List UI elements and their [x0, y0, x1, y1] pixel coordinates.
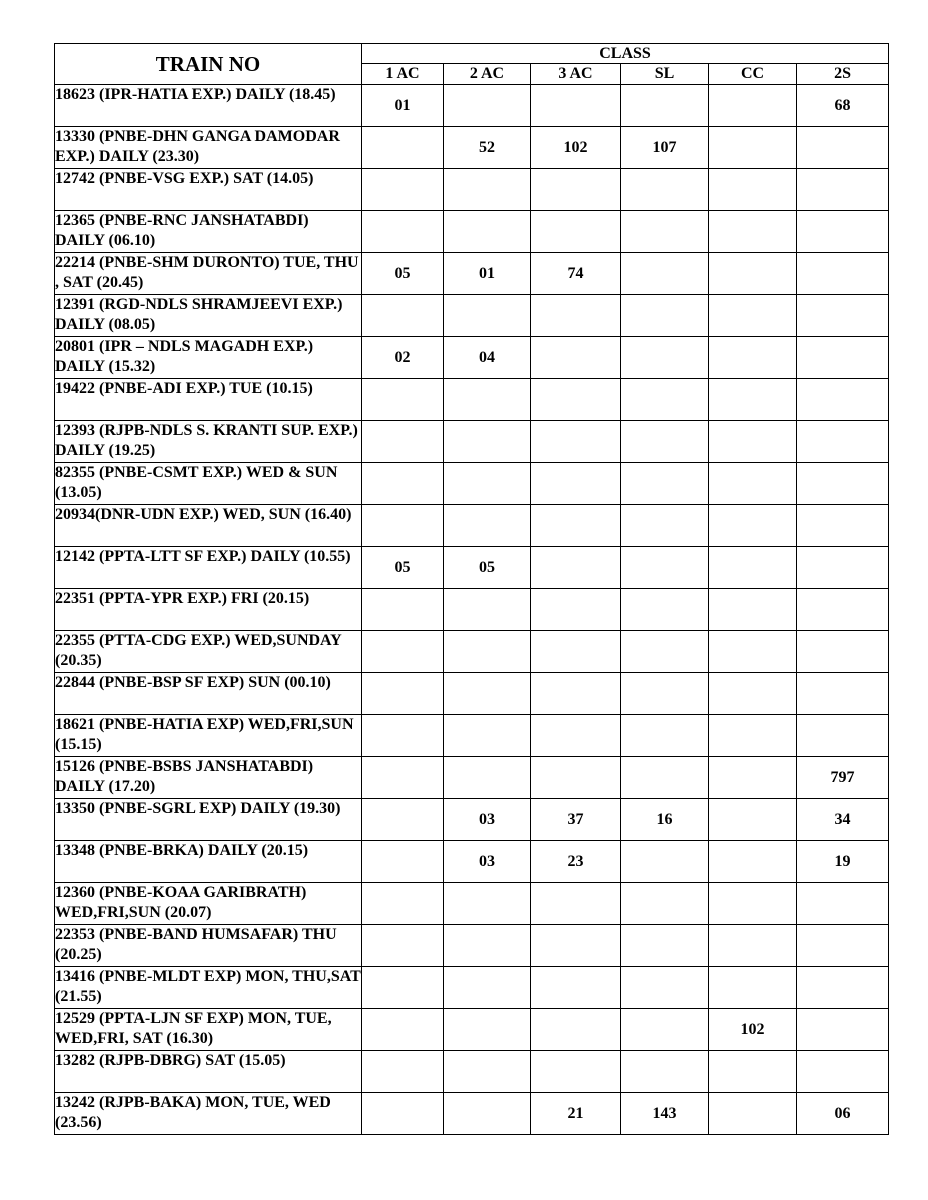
train-name-cell: 18623 (IPR-HATIA EXP.) DAILY (18.45) [55, 85, 362, 127]
train-seat-table [54, 43, 889, 1135]
seat-count-3ac-cell [531, 1009, 621, 1051]
seat-count-1ac-cell [362, 589, 444, 631]
table-body [55, 85, 889, 1135]
seat-count-2s-cell [797, 421, 889, 463]
table-row [55, 1009, 889, 1051]
seat-count-1ac-cell [362, 463, 444, 505]
train-name-cell: 82355 (PNBE-CSMT EXP.) WED & SUN (13.05) [55, 463, 362, 505]
table-row [55, 925, 889, 967]
seat-count-sl-cell [621, 547, 709, 589]
seat-count-2ac-cell: 01 [444, 253, 531, 295]
seat-count-2ac-cell [444, 715, 531, 757]
table-row [55, 673, 889, 715]
seat-count-3ac-cell [531, 337, 621, 379]
train-name-cell: 12365 (PNBE-RNC JANSHATABDI) DAILY (06.10) [55, 211, 362, 253]
seat-count-cc-cell [709, 85, 797, 127]
seat-count-3ac-cell [531, 715, 621, 757]
table-row [55, 253, 889, 295]
seat-count-sl-cell [621, 715, 709, 757]
seat-count-3ac-cell: 37 [531, 799, 621, 841]
seat-count-sl-cell [621, 967, 709, 1009]
seat-count-2s-cell [797, 463, 889, 505]
seat-count-2ac-cell [444, 631, 531, 673]
seat-count-sl-cell [621, 337, 709, 379]
table-row [55, 547, 889, 589]
seat-count-3ac-cell [531, 169, 621, 211]
table-row [55, 1093, 889, 1135]
seat-count-1ac-cell [362, 211, 444, 253]
table-row [55, 169, 889, 211]
seat-count-3ac-cell [531, 421, 621, 463]
table-row [55, 421, 889, 463]
seat-count-2ac-cell [444, 967, 531, 1009]
seat-count-sl-cell: 107 [621, 127, 709, 169]
seat-count-3ac-cell [531, 925, 621, 967]
seat-count-cc-cell [709, 883, 797, 925]
seat-count-cc-cell [709, 967, 797, 1009]
seat-count-1ac-cell [362, 421, 444, 463]
seat-count-2s-cell [797, 883, 889, 925]
seat-count-3ac-cell [531, 967, 621, 1009]
table-row [55, 211, 889, 253]
train-name-cell: 12393 (RJPB-NDLS S. KRANTI SUP. EXP.) DAILY (19.25) [55, 421, 362, 463]
seat-count-2ac-cell [444, 85, 531, 127]
seat-count-2ac-cell [444, 1051, 531, 1093]
seat-count-cc-cell [709, 253, 797, 295]
seat-count-cc-cell [709, 715, 797, 757]
table-row [55, 127, 889, 169]
seat-count-1ac-cell [362, 1093, 444, 1135]
seat-count-1ac-cell [362, 883, 444, 925]
seat-count-3ac-cell [531, 631, 621, 673]
class-cc-header: CC [709, 64, 797, 85]
train-name-cell: 12391 (RGD-NDLS SHRAMJEEVI EXP.) DAILY (08.05) [55, 295, 362, 337]
seat-count-sl-cell [621, 421, 709, 463]
table-row [55, 631, 889, 673]
table-row [55, 757, 889, 799]
seat-count-3ac-cell [531, 757, 621, 799]
seat-count-cc-cell: 102 [709, 1009, 797, 1051]
seat-count-1ac-cell [362, 127, 444, 169]
seat-count-2s-cell [797, 673, 889, 715]
train-name-cell: 13416 (PNBE-MLDT EXP) MON, THU,SAT (21.55) [55, 967, 362, 1009]
seat-count-cc-cell [709, 547, 797, 589]
seat-count-3ac-cell: 102 [531, 127, 621, 169]
train-name-cell: 20934(DNR-UDN EXP.) WED, SUN (16.40) [55, 505, 362, 547]
seat-count-sl-cell [621, 883, 709, 925]
seat-count-1ac-cell: 05 [362, 547, 444, 589]
train-name-cell: 13350 (PNBE-SGRL EXP) DAILY (19.30) [55, 799, 362, 841]
seat-count-cc-cell [709, 1093, 797, 1135]
seat-count-cc-cell [709, 421, 797, 463]
seat-count-2ac-cell [444, 925, 531, 967]
seat-count-1ac-cell [362, 295, 444, 337]
table-row [55, 1051, 889, 1093]
seat-count-3ac-cell: 74 [531, 253, 621, 295]
seat-count-cc-cell [709, 463, 797, 505]
seat-count-cc-cell [709, 127, 797, 169]
seat-count-3ac-cell [531, 85, 621, 127]
seat-count-2s-cell [797, 631, 889, 673]
class-3ac-header: 3 AC [531, 64, 621, 85]
header-row [55, 44, 889, 64]
seat-count-sl-cell [621, 673, 709, 715]
seat-count-cc-cell [709, 673, 797, 715]
class-sl-header: SL [621, 64, 709, 85]
seat-count-cc-cell [709, 799, 797, 841]
train-name-cell: 13282 (RJPB-DBRG) SAT (15.05) [55, 1051, 362, 1093]
seat-count-sl-cell: 143 [621, 1093, 709, 1135]
seat-count-2ac-cell [444, 883, 531, 925]
seat-count-sl-cell [621, 925, 709, 967]
seat-count-3ac-cell [531, 883, 621, 925]
train-name-cell: 12360 (PNBE-KOAA GARIBRATH) WED,FRI,SUN (20.07) [55, 883, 362, 925]
seat-count-sl-cell [621, 1009, 709, 1051]
train-name-cell: 22214 (PNBE-SHM DURONTO) TUE, THU , SAT (20.45) [55, 253, 362, 295]
seat-count-2s-cell [797, 1009, 889, 1051]
table-row [55, 841, 889, 883]
seat-count-sl-cell [621, 85, 709, 127]
seat-count-3ac-cell [531, 673, 621, 715]
seat-count-3ac-cell [531, 505, 621, 547]
seat-count-1ac-cell [362, 967, 444, 1009]
seat-count-2ac-cell: 05 [444, 547, 531, 589]
seat-count-3ac-cell: 23 [531, 841, 621, 883]
seat-count-1ac-cell [362, 1051, 444, 1093]
table-row [55, 883, 889, 925]
seat-count-2ac-cell [444, 295, 531, 337]
seat-count-3ac-cell [531, 379, 621, 421]
seat-count-sl-cell [621, 757, 709, 799]
class-header: CLASS [362, 44, 889, 64]
seat-count-2s-cell [797, 1051, 889, 1093]
seat-count-cc-cell [709, 169, 797, 211]
seat-count-2ac-cell [444, 673, 531, 715]
seat-count-1ac-cell [362, 925, 444, 967]
train-name-cell: 22844 (PNBE-BSP SF EXP) SUN (00.10) [55, 673, 362, 715]
seat-count-2ac-cell [444, 1093, 531, 1135]
seat-count-1ac-cell [362, 1009, 444, 1051]
seat-count-2ac-cell [444, 211, 531, 253]
seat-count-1ac-cell [362, 673, 444, 715]
seat-count-2ac-cell [444, 505, 531, 547]
seat-count-1ac-cell [362, 379, 444, 421]
train-name-cell: 19422 (PNBE-ADI EXP.) TUE (10.15) [55, 379, 362, 421]
seat-count-1ac-cell: 02 [362, 337, 444, 379]
seat-count-cc-cell [709, 379, 797, 421]
seat-count-2ac-cell: 03 [444, 841, 531, 883]
table-row [55, 715, 889, 757]
table-row [55, 799, 889, 841]
train-name-cell: 13330 (PNBE-DHN GANGA DAMODAR EXP.) DAILY (23.30) [55, 127, 362, 169]
seat-count-2s-cell [797, 295, 889, 337]
seat-count-sl-cell [621, 1051, 709, 1093]
seat-count-2s-cell [797, 127, 889, 169]
seat-count-1ac-cell: 01 [362, 85, 444, 127]
seat-count-2ac-cell: 04 [444, 337, 531, 379]
seat-count-2s-cell: 797 [797, 757, 889, 799]
seat-count-sl-cell [621, 505, 709, 547]
seat-count-sl-cell [621, 631, 709, 673]
seat-count-1ac-cell [362, 631, 444, 673]
seat-count-2s-cell [797, 337, 889, 379]
seat-count-2s-cell [797, 505, 889, 547]
seat-count-cc-cell [709, 505, 797, 547]
train-name-cell: 22351 (PPTA-YPR EXP.) FRI (20.15) [55, 589, 362, 631]
seat-count-1ac-cell [362, 799, 444, 841]
seat-count-sl-cell [621, 253, 709, 295]
seat-count-3ac-cell [531, 463, 621, 505]
seat-count-1ac-cell [362, 505, 444, 547]
train-no-header: TRAIN NO [55, 44, 362, 85]
seat-count-2s-cell [797, 211, 889, 253]
seat-count-3ac-cell [531, 1051, 621, 1093]
seat-count-2s-cell [797, 589, 889, 631]
seat-count-cc-cell [709, 211, 797, 253]
seat-count-3ac-cell [531, 295, 621, 337]
seat-count-cc-cell [709, 841, 797, 883]
seat-count-2s-cell [797, 379, 889, 421]
table-row [55, 337, 889, 379]
train-name-cell: 13348 (PNBE-BRKA) DAILY (20.15) [55, 841, 362, 883]
train-name-cell: 12529 (PPTA-LJN SF EXP) MON, TUE, WED,FRI, SAT (16.30) [55, 1009, 362, 1051]
seat-count-2ac-cell: 52 [444, 127, 531, 169]
seat-count-1ac-cell [362, 841, 444, 883]
seat-count-2ac-cell: 03 [444, 799, 531, 841]
seat-count-sl-cell [621, 295, 709, 337]
class-2ac-header: 2 AC [444, 64, 531, 85]
seat-count-2s-cell: 06 [797, 1093, 889, 1135]
seat-count-2ac-cell [444, 1009, 531, 1051]
seat-count-2ac-cell [444, 589, 531, 631]
table-row [55, 505, 889, 547]
seat-count-2s-cell [797, 169, 889, 211]
seat-count-2ac-cell [444, 463, 531, 505]
train-name-cell: 13242 (RJPB-BAKA) MON, TUE, WED (23.56) [55, 1093, 362, 1135]
seat-count-2s-cell: 34 [797, 799, 889, 841]
seat-count-1ac-cell [362, 169, 444, 211]
seat-count-2s-cell [797, 253, 889, 295]
table-row [55, 589, 889, 631]
seat-count-3ac-cell [531, 211, 621, 253]
seat-count-cc-cell [709, 757, 797, 799]
seat-count-2ac-cell [444, 421, 531, 463]
seat-count-2s-cell [797, 967, 889, 1009]
seat-count-sl-cell: 16 [621, 799, 709, 841]
seat-count-sl-cell [621, 169, 709, 211]
seat-count-3ac-cell: 21 [531, 1093, 621, 1135]
seat-count-2ac-cell [444, 757, 531, 799]
train-name-cell: 20801 (IPR – NDLS MAGADH EXP.) DAILY (15.32) [55, 337, 362, 379]
train-name-cell: 22353 (PNBE-BAND HUMSAFAR) THU (20.25) [55, 925, 362, 967]
seat-count-cc-cell [709, 925, 797, 967]
seat-count-sl-cell [621, 589, 709, 631]
seat-count-cc-cell [709, 589, 797, 631]
class-1ac-header: 1 AC [362, 64, 444, 85]
table-row [55, 295, 889, 337]
seat-count-cc-cell [709, 631, 797, 673]
seat-count-cc-cell [709, 295, 797, 337]
seat-count-sl-cell [621, 379, 709, 421]
seat-count-1ac-cell [362, 757, 444, 799]
seat-count-cc-cell [709, 1051, 797, 1093]
seat-count-2s-cell: 19 [797, 841, 889, 883]
seat-count-sl-cell [621, 841, 709, 883]
train-name-cell: 12742 (PNBE-VSG EXP.) SAT (14.05) [55, 169, 362, 211]
table-row [55, 463, 889, 505]
seat-count-2ac-cell [444, 169, 531, 211]
train-name-cell: 22355 (PTTA-CDG EXP.) WED,SUNDAY (20.35) [55, 631, 362, 673]
train-name-cell: 15126 (PNBE-BSBS JANSHATABDI) DAILY (17.20) [55, 757, 362, 799]
table-row [55, 85, 889, 127]
seat-count-sl-cell [621, 463, 709, 505]
train-name-cell: 12142 (PPTA-LTT SF EXP.) DAILY (10.55) [55, 547, 362, 589]
table-row [55, 967, 889, 1009]
seat-count-2s-cell: 68 [797, 85, 889, 127]
seat-count-3ac-cell [531, 589, 621, 631]
seat-count-2s-cell [797, 547, 889, 589]
seat-count-1ac-cell: 05 [362, 253, 444, 295]
seat-count-cc-cell [709, 337, 797, 379]
class-2s-header: 2S [797, 64, 889, 85]
seat-count-2ac-cell [444, 379, 531, 421]
train-name-cell: 18621 (PNBE-HATIA EXP) WED,FRI,SUN (15.15) [55, 715, 362, 757]
seat-count-2s-cell [797, 925, 889, 967]
seat-count-3ac-cell [531, 547, 621, 589]
seat-count-sl-cell [621, 211, 709, 253]
seat-count-2s-cell [797, 715, 889, 757]
table-row [55, 379, 889, 421]
seat-count-1ac-cell [362, 715, 444, 757]
